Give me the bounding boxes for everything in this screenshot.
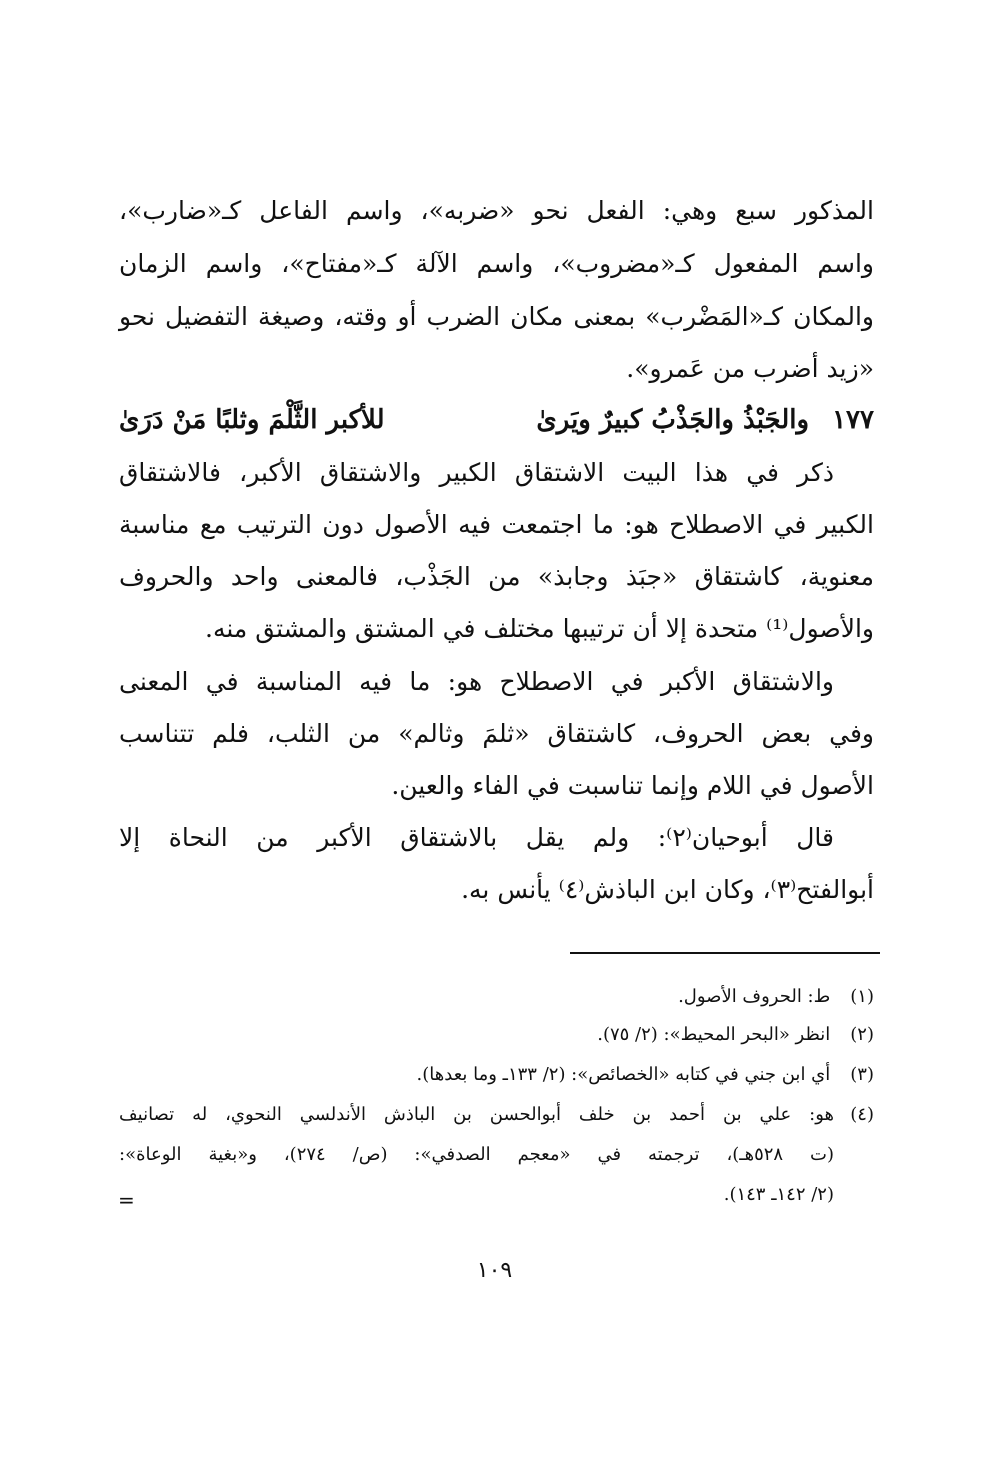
footnote-4-line-3: (٢/ ١٤٢ـ ١٤٣). (723, 1184, 834, 1205)
verse-second-hemistich: للأكبر الثَّلْمَ وثلبًا مَنْ دَرَىٰ (119, 405, 385, 435)
paragraph-1-line-4: «زيد أضرب من عَمرو». (626, 354, 874, 383)
footnote-text: انظر «البحر المحيط»: (٢/ ٧٥). (597, 1024, 831, 1045)
paragraph-4-line-2: أبوالفتح⁽٣⁾، وكان ابن الباذش⁽٤⁾ يأنس به. (461, 875, 874, 904)
footnote-text: ط: الحروف الأصول. (678, 986, 831, 1007)
footnote-number: (٤) (850, 1104, 874, 1125)
verse-line (119, 405, 874, 435)
paragraph-2-line-2: الكبير في الاصطلاح هو: ما اجتمعت فيه الأصول دون الترتيب مع مناسبة (119, 510, 874, 539)
footnote-4-line-1: هو: علي بن أحمد بن خلف أبوالحسن بن الباذش الأندلسي النحوي، له تصانيف (119, 1104, 834, 1125)
verse-first-hemistich: والجَبْذُ والجَذْبُ كبيرٌ ويَرىٰ (536, 405, 810, 435)
footnote-2 (119, 1024, 874, 1046)
footnote-text: أي ابن جني في كتابه «الخصائص»: (٢/ ١٣٣ـ وما بعدها). (416, 1064, 831, 1085)
continuation-mark: = (118, 1188, 135, 1212)
footnote-3 (119, 1064, 874, 1086)
paragraph-2-line-1: ذكر في هذا البيت الاشتقاق الكبير والاشتقاق الأكبر، فالاشتقاق (119, 458, 834, 487)
paragraph-1-line-1: المذكور سبع وهي: الفعل نحو «ضربه»، واسم الفاعل كـ«ضارب»، (119, 196, 874, 225)
verse-number: ١٧٧ (832, 405, 874, 435)
paragraph-4-line-1: قال أبوحيان⁽٢⁾: ولم يقل بالاشتقاق الأكبر من النحاة إلا (119, 823, 834, 852)
footnote-separator (570, 952, 880, 954)
paragraph-3-line-3: الأصول في اللام وإنما تناسبت في الفاء والعين. (391, 771, 874, 800)
paragraph-1-line-3: والمكان كـ«المَضْرب» بمعنى مكان الضرب أو وقته، وصيغة التفضيل نحو (119, 302, 874, 331)
footnote-number: (١) (850, 986, 874, 1007)
verse-number-and-first-hemistich (536, 405, 874, 435)
footnote-4-line-2: (ت ٥٢٨هـ)، ترجمته في «معجم الصدفي»: (ص/ ٢٧٤)، و«بغية الوعاة»: (119, 1144, 834, 1165)
footnote-number: (٣) (850, 1064, 874, 1085)
paragraph-1-line-2: واسم المفعول كـ«مضروب»، واسم الآلة كـ«مفتاح»، واسم الزمان (119, 249, 874, 278)
footnote-1 (119, 986, 874, 1008)
paragraph-2-line-4: والأصول⁽¹⁾ متحدة إلا أن ترتيبها مختلف في المشتق والمشتق منه. (205, 614, 874, 643)
footnote-number: (٢) (850, 1024, 874, 1045)
paragraph-3-line-2: وفي بعض الحروف، كاشتقاق «ثلمَ وثالم» من الثلب، فلم تتناسب (119, 719, 874, 748)
paragraph-3-line-1: والاشتقاق الأكبر في الاصطلاح هو: ما فيه المناسبة في المعنى (119, 667, 834, 696)
page-number: ١٠٩ (476, 1258, 513, 1283)
paragraph-2-line-3: معنوية، كاشتقاق «جبَذ وجابذ» من الجَذْب، فالمعنى واحد والحروف (119, 562, 874, 591)
